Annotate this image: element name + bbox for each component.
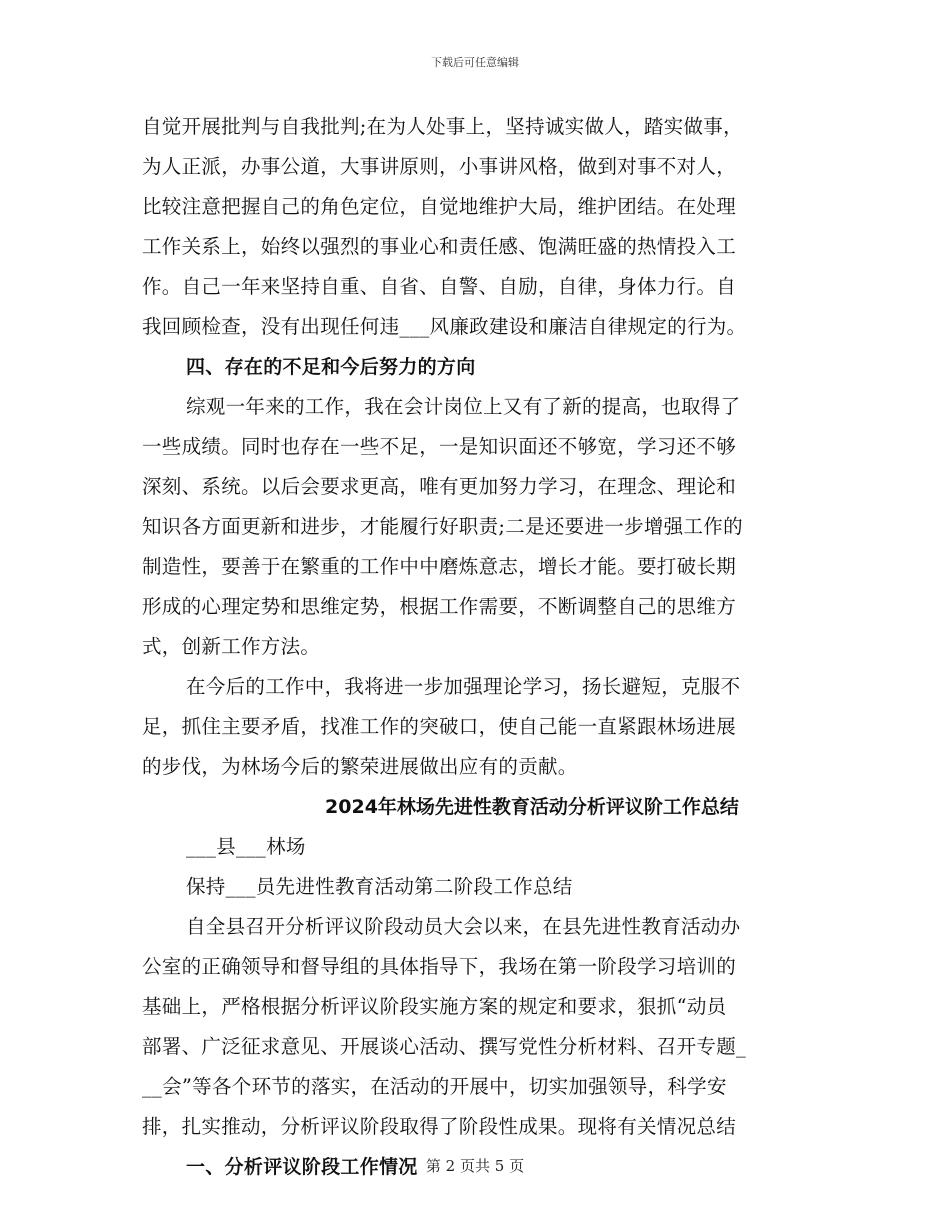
paragraph-line: 工作关系上，始终以强烈的事业心和责任感、饱满旺盛的热情投入工 <box>142 235 737 258</box>
paragraph-line: 自觉开展批判与自我批判;在为人处事上，坚持诚实做人，踏实做事， <box>142 115 743 138</box>
paragraph-line: 公室的正确领导和督导组的具体指导下，我场在第一阶段学习培训的 <box>142 955 737 978</box>
document-body <box>142 112 812 1192</box>
paragraph-line: 形成的心理定势和思维定势，根据工作需要，不断调整自己的思维方 <box>142 595 737 618</box>
section-heading: 四、存在的不足和今后努力的方向 <box>186 356 476 378</box>
paragraph-line: 我回顾检查，没有出现任何违___风廉政建设和廉洁自律规定的行为。 <box>142 315 747 338</box>
paragraph-line: 排，扎实推动，分析评议阶段取得了阶段性成果。现将有关情况总结 <box>142 1115 737 1138</box>
paragraph-line: 综观一年来的工作，我在会计岗位上又有了新的提高，也取得了 <box>186 395 741 418</box>
paragraph-line: __会”等各个环节的落实，在活动的开展中，切实加强领导，科学安 <box>142 1075 727 1098</box>
paragraph-line: ___县___林场 <box>186 835 306 858</box>
page-header-note: 下载后可任意编辑 <box>431 56 519 69</box>
paragraph-line: 足，抓住主要矛盾，找准工作的突破口，使自己能一直紧跟林场进展 <box>142 715 737 738</box>
paragraph-line: 为人正派，办事公道，大事讲原则，小事讲风格，做到对事不对人， <box>142 155 737 178</box>
document-title: 2024年林场先进性教育活动分析评议阶工作总结 <box>325 796 739 818</box>
paragraph-line: 自全县召开分析评议阶段动员大会以来，在县先进性教育活动办 <box>186 915 741 938</box>
paragraph-line: 在今后的工作中，我将进一步加强理论学习，扬长避短，克服不 <box>186 675 741 698</box>
paragraph-line: 制造性，要善于在繁重的工作中中磨炼意志，增长才能。要打破长期 <box>142 555 737 578</box>
paragraph-line: 基础上，严格根据分析评议阶段实施方案的规定和要求，狠抓“动员 <box>142 995 727 1018</box>
paragraph-line: 知识各方面更新和进步，才能履行好职责;二是还要进一步增强工作的 <box>142 515 743 538</box>
paragraph-line: 深刻、系统。以后会要求更高，唯有更加努力学习，在理念、理论和 <box>142 475 737 498</box>
paragraph-line: 保持___员先进性教育活动第二阶段工作总结 <box>186 875 573 898</box>
paragraph-line: 的步伐，为林场今后的繁荣进展做出应有的贡献。 <box>142 755 578 778</box>
paragraph-line: 式，创新工作方法。 <box>142 635 321 658</box>
paragraph-line: 一些成绩。同时也存在一些不足，一是知识面还不够宽，学习还不够 <box>142 435 737 458</box>
page-number: 第 2 页共 5 页 <box>425 1157 525 1175</box>
paragraph-line: 部署、广泛征求意见、开展谈心活动、撰写党性分析材料、召开专题_ <box>142 1035 747 1058</box>
paragraph-line: 作。自己一年来坚持自重、自省、自警、自励，自律，身体力行。自 <box>142 275 737 298</box>
section-heading: 一、分析评议阶段工作情况 <box>186 1156 418 1178</box>
paragraph-line: 比较注意把握自己的角色定位，自觉地维护大局，维护团结。在处理 <box>142 195 737 218</box>
